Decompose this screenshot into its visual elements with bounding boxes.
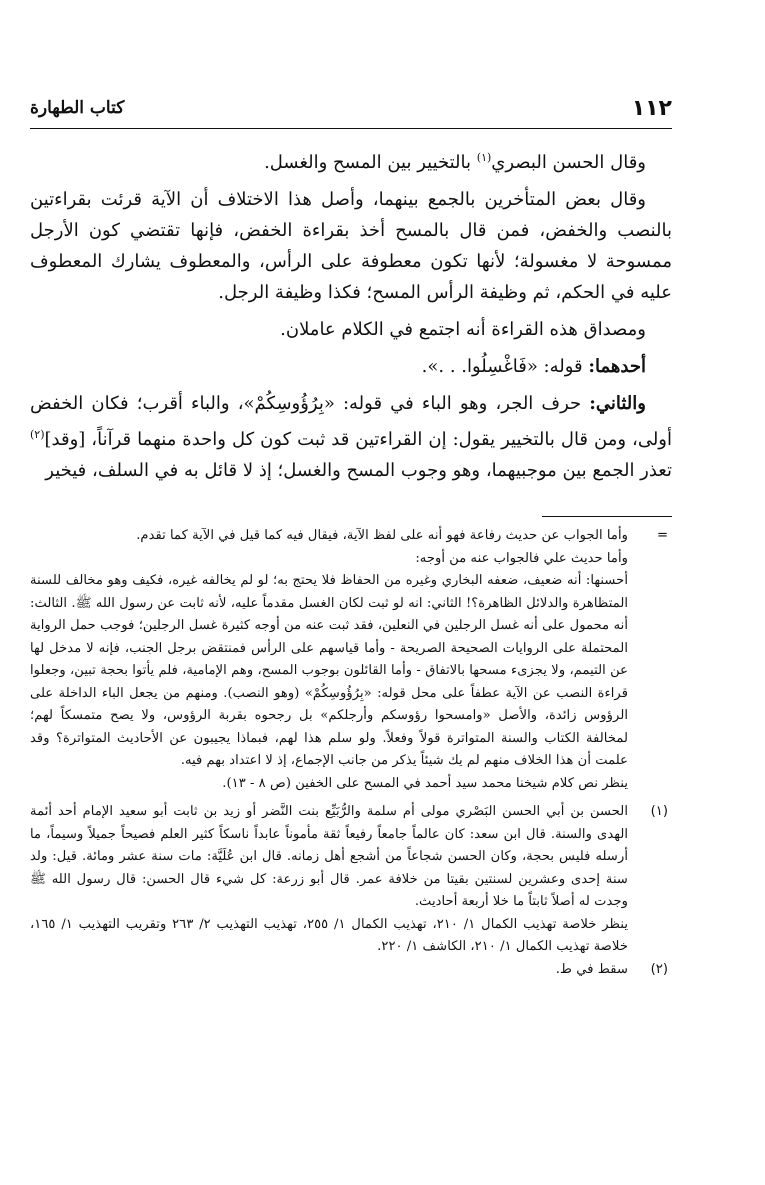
continuation-marker: = [656,528,668,543]
footnote-divider [542,516,672,517]
paragraph-5-tail: تعذر الجمع بين موجبيهما، وهو وجوب المسح والغسل؛ إذ لا قائل به في السلف، فيخير [45,460,672,481]
page-number: ١١٢ [631,96,672,121]
footnote-1-text: الحسن بن أبي الحسن البَصْري مولى أم سلمة والرُّبَيِّع بنت النَّضر أو زيد بن ثابت أبو سعيد الإمام أحد أئمة الهدى والسنة. قال ابن سعد: كان عالماً جامعاً رفيعاً ثقة مأموناً عابداً ناسكاً كثير العلم فصيحاً جميلاً وسيماً، ما أرسله فليس بحجة، وكان الحسن شجاعاً من أشجع أهل زمانه. قال ابن عُلَيَّة: مات سنة عشر ومائة. قيل: ولد سنة إحدى وعشرين لسنتين بقيتا من خلافة عمر. قال أبو زرعة: كل شيء قال الحسن: قال رسول الله ﷺ وجدت له أصلاً ثابتاً ما خلا أربعة أحاديث. [30,804,628,909]
main-text [30,142,672,492]
footnote-ref-1: (١) [476,151,492,164]
paragraph-1 [30,142,672,178]
paragraph-2: وقال بعض المتأخرين بالجمع بينهما، وأصل هذا الاختلاف أن الآية قرئت بقراءتين بالنصب والخفض، فمن قال بالمسح أخذ بقراءة الخفض، فإنها تقتضي كون الأرجل ممسوحة لا مغسولة؛ لأنها تكون معطوفة على الرأس، والمعطوف يشارك المعطوف عليه في الحكم، ثم وظيفة الرأس المسح؛ فكذا وظيفة الرجل. [30,189,672,303]
footnote-1-refs: ينظر خلاصة تهذيب الكمال ١/ ٢١٠، تهذيب الكمال ١/ ٢٥٥، تهذيب التهذيب ٢/ ٢٦٣ وتقريب التهذيب ١/ ١٦٥، خلاصة تهذيب الكمال ١/ ٢١٠، الكاشف ١/ ٢٢٠. [30,916,629,954]
paragraph-5-text: حرف الجر، وهو الباء في قوله: «بِرُؤُوسِكُمْ»، والباء أقرب؛ فكان الخفض أولى، ومن قال بالتخيير يقول: إن القراءتين قد ثبت كون كل واحدة منهما قرآناً، [وقد] [30,393,672,450]
page-header [30,96,672,126]
paragraph-4-text: قوله: «فَاغْسِلُوا. . .». [421,356,589,377]
header-rule [30,128,672,129]
paragraph-5 [30,388,672,486]
footnote-2-text: سقط في ط. [555,961,628,977]
paragraph-5-lead: والثاني: [589,393,646,414]
paragraph-1-tail: بالتخيير بين المسح والغسل. [264,152,477,173]
footnote-cont-line: ينظر نص كلام شيخنا محمد سيد أحمد في المسح على الخفين (ص ٨ - ١٣). [222,775,628,791]
paragraph-1-text: وقال الحسن البصري [491,152,646,173]
footnote-1 [30,801,672,959]
footnote-2 [30,959,672,982]
footnote-continued [30,525,672,795]
paragraph-3: ومصداق هذه القراءة أنه اجتمع في الكلام عاملان. [280,319,646,340]
paragraph-4-lead: أحدهما: [588,356,646,377]
footnote-cont-line: وأما حديث علي فالجواب عنه من أوجه: [415,550,628,566]
book-page [30,0,672,1185]
paragraph-4 [30,351,672,382]
footnote-cont-line: وأما الجواب عن حديث رفاعة فهو أنه على لفظ الآية، فيقال فيه كما قيل في الآية كما تقدم. [136,528,628,543]
running-title: كتاب الطهارة [30,98,125,118]
footnote-ref-2: (٢) [30,428,45,441]
footnote-2-marker: (٢) [650,961,668,977]
footnotes-section [30,516,672,981]
footnote-1-marker: (١) [650,804,668,819]
footnote-cont-line: أحسنها: أنه ضعيف، ضعفه البخاري وغيره من الحفاظ فلا يحتج به؛ لو لم يخالفه غيره، فكيف وهو مخالف للسنة المتظاهرة والدلائل الظاهرة؟! الثاني: انه لو ثبت لكان الغسل مقدماً عليه، لأنه ثابت عن رسول الله ﷺ. الثالث: أنه محمول على أنه غسل الرجلين في النعلين، فقد ثبت عنه من أوجه كثيرة غسل الرجلين؛ فوجب حمل الرواية المحتملة على الروايات الصحيحة الصريحة - وأما قياسهم على الرأس فمنتقض برجل الجنب، فإنه لا مدخل لها عن التيمم، ولا يجزىء مسحها بالاتفاق - وأما القائلون بوجوب المسح، وهم الإمامية، فلم يأتوا بحجة تبين، وجعلوا قراءة النصب عن الآية عطفاً على محل قوله: «بِرُؤُوسِكُمْ» (وهو النصب). ومنهم من يجعل الباء الداخلة على الرؤوس زائدة، والأصل «وامسحوا رؤوسكم وأرجلكم» بل رجحوه بقربة الرؤوس، ولا يصح متمسكاً لهم؛ لمخالفة الكتاب والسنة المتواترة قولاً وفعلاً. ولو سلم هذا لهم، فبماذا يجيبون عن الأحاديث المتواترة؟ وقد علمت أن هذا الخلاف منهم لم يك شيئاً يذكر من جانب الإجماع، إذ لا اعتداد بهم فيه. [30,573,628,768]
